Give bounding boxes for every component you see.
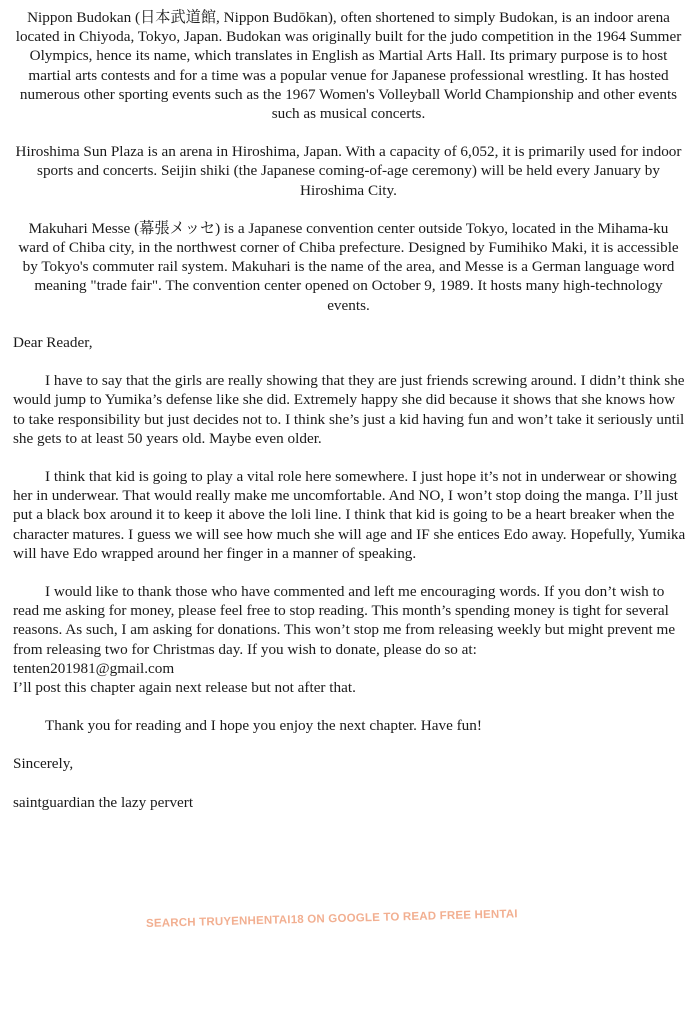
letter-paragraph-3: I would like to thank those who have commented and left me encouraging words. If you don’t wish to read me asking for money, please feel free to stop reading. This month’s spending money is tight for several reasons. As such, I am asking for donations. This won’t stop me from releasing weekly but might prevent me from releasing two for Christmas day. If you wish to donate, please do so at: (13, 583, 676, 658)
note-makuhari-messe: Makuhari Messe (幕張メッセ) is a Japanese convention center outside Tokyo, located in the Mihama-ku ward of Chiba city, in the northwest corner of Chiba prefecture. Designed by Fumihiko Maki, it is accessible by Tokyo's commuter rail system. Makuhari is the name of the area, and Messe is a German language word meaning "trade fair". The convention center opened on October 9, 1989. It hosts many high-technology events. (18, 219, 679, 314)
letter-salutation: Dear Reader, (13, 334, 93, 351)
letter-paragraph-2: I think that kid is going to play a vital role here somewhere. I just hope it’s not in underwear or showing her in underwear. That would really make me uncomfortable. And NO, I won’t stop doing the manga. I’ll just put a black box around it to keep it above the loli line. I think that kid is going to be a heart breaker when the character matures. I guess we will see how much she will age and IF she entices Edo away. Hopefully, Yumika will have Edo wrapped around her finger in a manner of speaking. (13, 468, 686, 562)
letter-to-reader (13, 333, 686, 831)
repost-note: I’ll post this chapter again next release but not after that. (13, 679, 356, 697)
translator-notes (12, 8, 685, 334)
note-budokan: Nippon Budokan (日本武道館, Nippon Budōkan), often shortened to simply Budokan, is an indoor arena located in Chiyoda, Tokyo, Japan. Budokan was originally built for the judo competition in the 1964 Summer Olympics, hence its name, which translates in English as Martial Arts Hall. Its primary purpose is to host martial arts contests and for a time was a popular venue for Japanese professional wrestling. It has hosted numerous other sporting events such as the 1967 Women's Volleyball World Championship and other events such as musical concerts. (15, 9, 682, 123)
note-hiroshima-sun-plaza: Hiroshima Sun Plaza is an arena in Hiroshima, Japan. With a capacity of 6,052, it is primarily used for indoor sports and concerts. Seijin shiki (the Japanese coming-of-age ceremony) will be held every January by Hiroshima City. (15, 143, 682, 199)
letter-paragraph-4: Thank you for reading and I hope you enjoy the next chapter. Have fun! (45, 717, 482, 735)
letter-signature: saintguardian the lazy pervert (13, 793, 194, 811)
watermark-text: SEARCH TRUYENHENTAI18 ON GOOGLE TO READ FREE HENTAI (145, 908, 518, 930)
donation-email: tenten201981@gmail.com (13, 659, 175, 677)
letter-paragraph-1: I have to say that the girls are really showing that they are just friends screwing around. I didn’t think she would jump to Yumika’s defense like she did. Extremely happy she did because it shows that she knows how to take responsibility but just decides not to. I think she’s just a kid having fun and won’t take it seriously until she gets to at least 50 years old. Maybe even older. (13, 372, 685, 447)
letter-closing: Sincerely, (13, 755, 74, 773)
